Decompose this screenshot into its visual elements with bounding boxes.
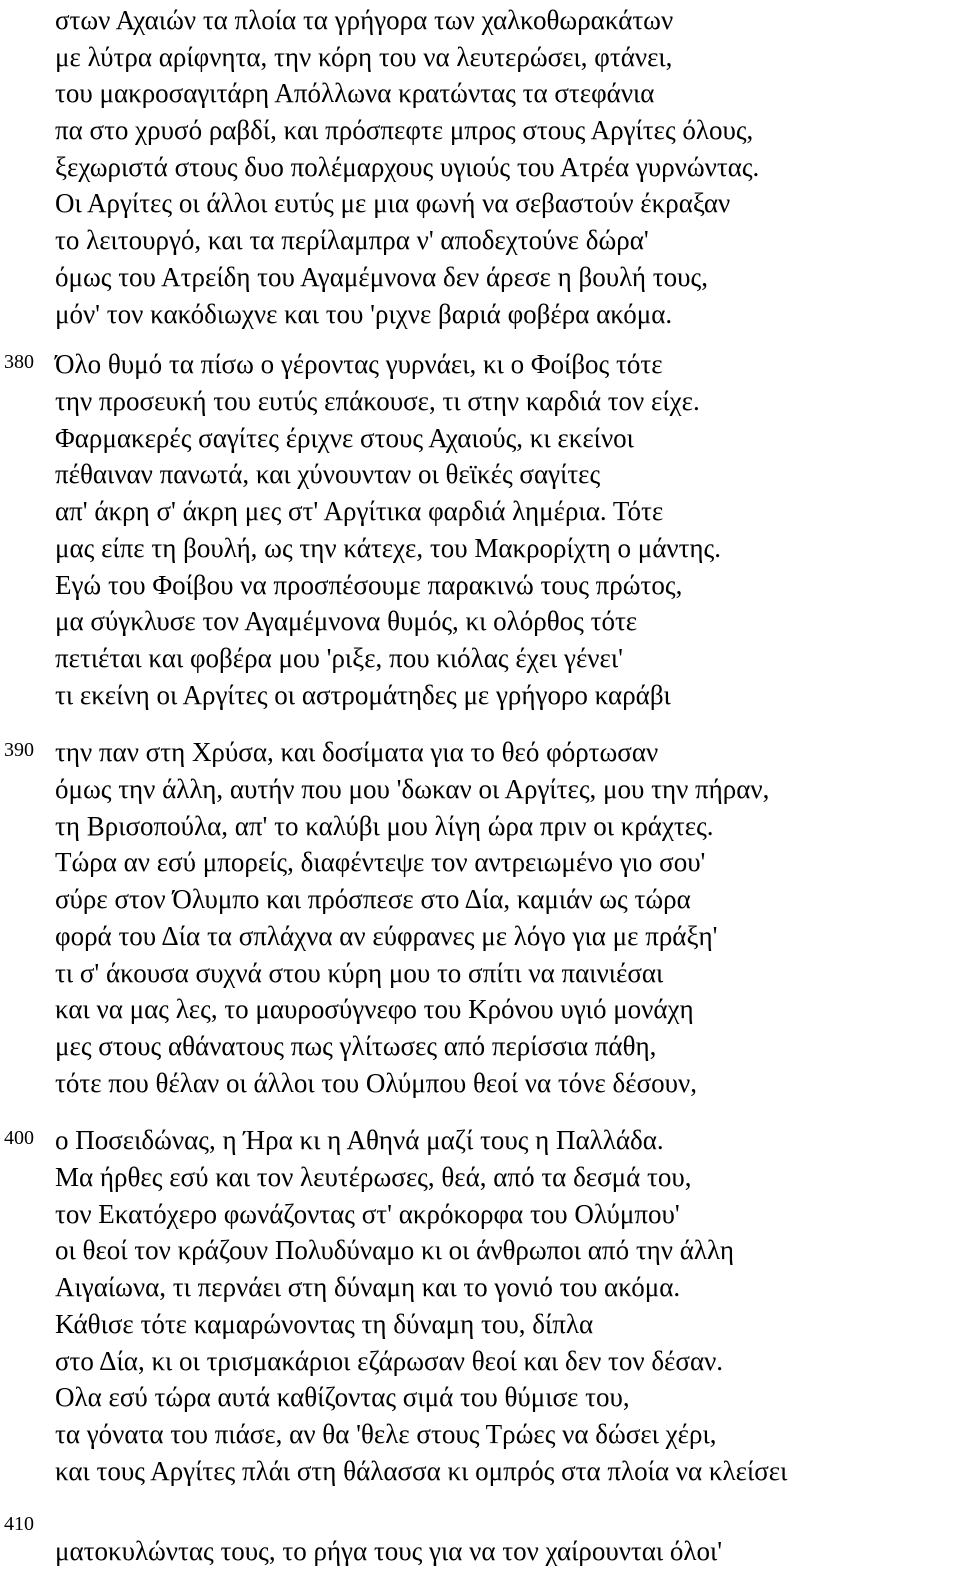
line-number-380: 380 — [4, 351, 34, 373]
verse-line: ξεχωριστά στους δυο πολέμαρχους υγιούς του Ατρέα γυρνώντας. — [55, 152, 760, 182]
verse-line: φορά του Δία τα σπλάχνα αν εύφρανες με λόγο για με πράξη' — [55, 921, 718, 951]
verse-line: όμως του Ατρείδη του Αγαμέμνονα δεν άρεσε η βουλή τους, — [55, 262, 708, 292]
verse-line: την προσευκή του ευτύς επάκουσε, τι στην καρδιά τον είχε. — [55, 386, 700, 416]
verse-line: τι εκείνη οι Αργίτες οι αστρομάτηδες με γρήγορο καράβι — [55, 680, 671, 710]
verse-line: Εγώ του Φοίβου να προσπέσουμε παρακινώ τους πρώτος, — [55, 570, 683, 600]
verse-line: στο Δία, κι οι τρισμακάριοι εζάρωσαν θεοί και δεν τον δέσαν. — [55, 1346, 724, 1376]
verse-line: όμως την άλλη, αυτήν που μου 'δωκαν οι Αργίτες, μου την πήραν, — [55, 774, 770, 804]
verse-line: Αιγαίωνα, τι περνάει στη δύναμη και το γονιό του ακόμα. — [55, 1272, 681, 1302]
verse-line: πετιέται και φοβέρα μου 'ριξε, που κιόλας έχει γένει' — [55, 643, 623, 673]
verse-line: με λύτρα αρίφνητα, την κόρη του να λευτερώσει, φτάνει, — [55, 42, 673, 72]
verse-line: τα γόνατα του πιάσε, αν θα 'θελε στους Τρώες να δώσει χέρι, — [55, 1419, 717, 1449]
verse-line: Ολα εσύ τώρα αυτά καθίζοντας σιμά του θύμισε του, — [55, 1382, 630, 1412]
verse-line: του μακροσαγιτάρη Απόλλωνα κρατώντας τα στεφάνια — [55, 78, 655, 108]
verse-line: το λειτουργό, και τα περίλαμπρα ν' αποδεχτούνε δώρα' — [55, 225, 649, 255]
verse-line: πα στο χρυσό ραβδί, και πρόσπεφτε μπρος στους Αργίτες όλους, — [55, 115, 754, 145]
verse-line: Κάθισε τότε καμαρώνοντας τη δύναμη του, δίπλα — [55, 1309, 594, 1339]
verse-line: και να μας λες, το μαυροσύγνεφο του Κρόνου υγιό μονάχη — [55, 994, 694, 1024]
verse-line: ματοκυλώντας τους, το ρήγα τους για να τον χαίρουνται όλοι' — [55, 1536, 723, 1566]
verse-line: τη Βρισοπούλα, απ' το καλύβι μου λίγη ώρα πριν οι κράχτες. — [55, 811, 714, 841]
verse-line: και τους Αργίτες πλάι στη θάλασσα κι ομπρός στα πλοία να κλείσει — [55, 1456, 788, 1486]
verse-line: μες στους αθάνατους πως γλίτωσες από περίσσια πάθη, — [55, 1031, 657, 1061]
verse-line: Όλο θυμό τα πίσω ο γέροντας γυρνάει, κι ο Φοίβος τότε — [55, 349, 663, 379]
verse-line: μας είπε τη βουλή, ως την κάτεχε, του Μακρορίχτη ο μάντης. — [55, 533, 721, 563]
verse-line: πέθαιναν πανωτά, και χύνουνταν οι θεϊκές σαγίτες — [55, 459, 601, 489]
verse-line: Τώρα αν εσύ μπορείς, διαφέντεψε τον αντρειωμένο γιο σου' — [55, 847, 706, 877]
verse-line: τότε που θέλαν οι άλλοι του Ολύμπου θεοί να τόνε δέσουν, — [55, 1068, 698, 1098]
verse-line: τι σ' άκουσα συχνά στου κύρη μου το σπίτι να παινιέσαι — [55, 958, 664, 988]
verse-line: ο Ποσειδώνας, η Ήρα κι η Αθηνά μαζί τους η Παλλάδα. — [55, 1125, 664, 1155]
verse-line: Φαρμακερές σαγίτες έριχνε στους Αχαιούς, κι εκείνοι — [55, 423, 634, 453]
verse-line: μόν' τον κακόδιωχνε και του 'ριχνε βαριά φοβέρα ακόμα. — [55, 299, 673, 329]
line-number-390: 390 — [4, 739, 34, 761]
verse-line: Μα ήρθες εσύ και τον λευτέρωσες, θεά, από τα δεσμά του, — [55, 1162, 692, 1192]
verse-line: μα σύγκλυσε τον Αγαμέμνονα θυμός, κι ολόρθος τότε — [55, 606, 638, 636]
verse-line: απ' άκρη σ' άκρη μες στ' Αργίτικα φαρδιά λημέρια. Τότε — [55, 496, 664, 526]
line-number-400: 400 — [4, 1127, 34, 1149]
line-number-410: 410 — [4, 1513, 34, 1535]
verse-line: Οι Αργίτες οι άλλοι ευτύς με μια φωνή να σεβαστούν έκραξαν — [55, 188, 731, 218]
verse-line: την παν στη Χρύσα, και δοσίματα για το θεό φόρτωσαν — [55, 737, 659, 767]
verse-line: στων Αχαιών τα πλοία τα γρήγορα των χαλκοθωρακάτων — [55, 5, 674, 35]
verse-line: σύρε στον Όλυμπο και πρόσπεσε στο Δία, καμιάν ως τώρα — [55, 884, 691, 914]
verse-line: οι θεοί τον κράζουν Πολυδύναμο κι οι άνθρωποι από την άλλη — [55, 1235, 734, 1265]
verse-line: τον Εκατόχερο φωνάζοντας στ' ακρόκορφα του Ολύμπου' — [55, 1199, 680, 1229]
